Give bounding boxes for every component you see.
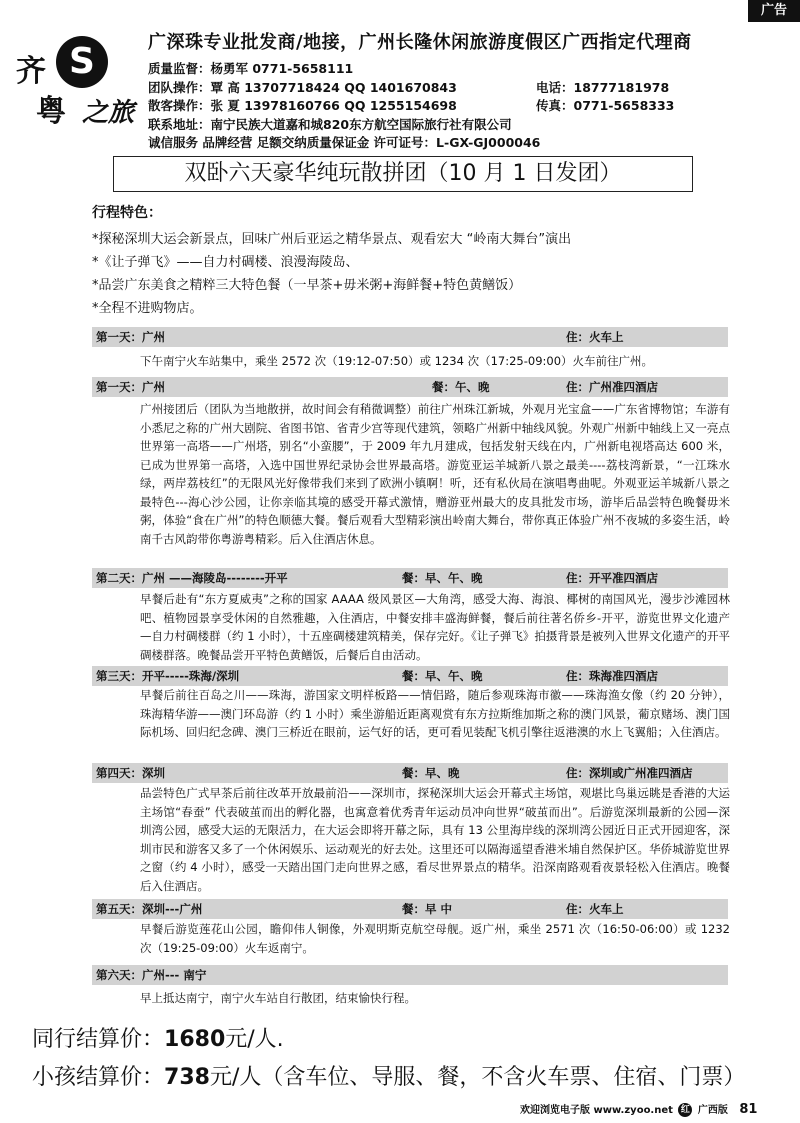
day-meals: 餐：早、晚 xyxy=(402,766,460,780)
day-header xyxy=(92,666,728,686)
features-heading: 行程特色： xyxy=(92,205,162,221)
day-label: 第六天：广州--- 南宁 xyxy=(96,968,207,982)
ad-tag: 广告 xyxy=(748,0,800,22)
team-phone: 电话：18777181978 xyxy=(536,79,670,95)
magazine-icon: 红 xyxy=(678,1103,692,1117)
quality-supervisor: 质量监督：杨勇军 0771-5658111 xyxy=(148,61,354,76)
feature-item: *全程不进购物店。 xyxy=(92,301,203,316)
day-meals: 餐：早、午、晚 xyxy=(402,669,483,683)
peer-price-value: 1680 xyxy=(164,1027,226,1052)
itinerary-features xyxy=(92,202,760,320)
day-stay: 住：广州准四酒店 xyxy=(566,380,658,394)
logo-char-yue: 粤 xyxy=(36,94,66,129)
day-label: 第五天：深圳---广州 xyxy=(96,902,203,916)
team-operator-contact: 团队操作：覃 高 13707718424 QQ 1401670843 xyxy=(148,79,457,95)
child-price-label: 小孩结算价： xyxy=(32,1065,165,1090)
day-meals: 餐：早 中 xyxy=(402,902,453,916)
logo-char-qi: 齐 xyxy=(16,54,46,89)
day-description: 早上抵达南宁，南宁火车站自行散团，结束愉快行程。 xyxy=(140,991,416,1005)
walkin-operator xyxy=(148,97,792,116)
day-meals: 餐：午、晚 xyxy=(432,380,490,394)
peer-price-label: 同行结算价： xyxy=(32,1027,165,1052)
day-description: 品尝特色广式早茶后前往改革开放最前沿——深圳市，探秘深圳大运会开幕式主场馆，观堪比鸟巢远眺是香港的大运主场馆“春蚕” 代表破茧而出的孵化器，也寓意着优秀青年运动员冲向世界“破茧而出”。后游览深圳最新的公园—深圳湾公园，感受大运的无限活力，在大运会即将开幕之际，具有 13 公里海岸线的深圳湾公园近日正式开园迎客，深圳市民和游客又多了一个休闲娱乐、运动观光的好去处。这里还可以隔海遥望香港米埔自然保护区。华侨城游览世界之窗（约 4 小时），感受一天踏出国门走向世界之感，看尽世界景点的精华。沿深南路观看夜景轻松入住酒店。晚餐后入住酒店。 xyxy=(140,786,730,893)
agency-slogan: 诚信服务 品牌经营 足额交纳质量保证金 许可证号：L-GX-GJ000046 xyxy=(148,135,541,150)
day-description: 下午南宁火车站集中，乘坐 2572 次（19:12-07:50）或 1234 次（17:25-09:00）火车前往广州。 xyxy=(140,354,654,368)
day-stay: 住：火车上 xyxy=(566,330,624,344)
day-label: 第一天：广州 xyxy=(96,330,165,344)
day-stay: 住：开平准四酒店 xyxy=(566,571,658,585)
agency-info xyxy=(148,28,792,153)
magazine-edition: 广西版 xyxy=(697,1105,728,1116)
child-price xyxy=(32,1060,745,1091)
walkin-operator-contact: 散客操作：张 夏 13978160766 QQ 1255154698 xyxy=(148,98,457,113)
tour-title: 双卧六天豪华纯玩散拼团（10 月 1 日发团） xyxy=(113,156,693,192)
walkin-fax: 传真：0771-5658333 xyxy=(536,98,675,113)
day-label: 第四天：深圳 xyxy=(96,766,165,780)
team-operator xyxy=(148,79,792,98)
day-header xyxy=(92,899,728,919)
agency-header xyxy=(8,22,792,152)
page-footer xyxy=(520,1101,800,1121)
peer-price-unit: 元/人. xyxy=(225,1027,284,1052)
day-label: 第二天：广州 ——海陵岛--------开平 xyxy=(96,571,288,585)
day-description: 早餐后前往百岛之川——珠海，游国家文明样板路——情侣路，随后参观珠海市徽——珠海渔女像（约 20 分钟），珠海精华游——澳门环岛游（约 1 小时）乘坐游船近距离观赏有东方拉斯维加斯之称的澳门风景，葡京赌场、澳门国际机场、回归纪念碑、澳门三桥近在眼前，运气好的话，更可看见装配飞机引擎往返港澳的水上飞翼船；入住酒店。 xyxy=(140,688,730,739)
agency-address: 联系地址：南宁民族大道嘉和城820东方航空国际旅行社有限公司 xyxy=(148,116,512,132)
feature-item: *探秘深圳大运会新景点，回味广州后亚运之精华景点、观看宏大 “岭南大舞台”演出 xyxy=(92,232,572,247)
agency-logo xyxy=(12,30,140,140)
feature-item: *品尝广东美食之精粹三大特色餐（一早茶+毋米粥+海鲜餐+特色黄鳝饭） xyxy=(92,278,522,293)
day-label: 第三天：开平-----珠海/深圳 xyxy=(96,669,240,683)
page-number: 81 xyxy=(739,1102,758,1117)
child-price-unit: 元/人（含车位、导服、餐，不含火车票、住宿、门票） xyxy=(209,1065,746,1090)
day-label: 第一天：广州 xyxy=(96,380,165,394)
logo-circle-icon: S xyxy=(56,36,108,88)
day-description: 早餐后游览莲花山公园，瞻仰伟人铜像，外观明斯克航空母舰。返广州，乘坐 2571 次（16:50-06:00）或 1232 次（19:25-09:00）火车返南宁。 xyxy=(140,922,730,955)
day-header xyxy=(92,568,728,588)
day-description: 广州接团后（团队为当地散拼，故时间会有稍微调整）前往广州珠江新城，外观月光宝盒——广东省博物馆；车游有小悉尼之称的广州大剧院、省图书馆、省青少宫等现代建筑，领略广州新中轴线风貌。外观广州新中轴线上又一亮点世界第一高塔——广州塔，别名“小蛮腰”，于 2009 年九月建成，包括发射天线在内，广州新电视塔高达 600 米，已成为世界第一高塔，入选中国世界纪录协会世界最高塔。游览亚运羊城新八景之最美----荔枝湾新景，“一江珠水绿，两岸荔枝红”的无限风光好像带我们来到了欧洲小镇啊！听，还有私伙局在演唱粤曲呢。外观亚运羊城新八景之最特色---海心沙公园，让你亲临其境的感受开幕式激情，赠游亚州最大的皮具批发市场，游毕后品尝特色晚餐毋米粥，体验“食在广州”的特色顺德大餐。餐后观看大型精彩演出岭南大舞台，带你真正体验广州不夜城的多姿生活，岭南千古风韵带你粤游粤精彩。后入住酒店休息。 xyxy=(140,402,730,546)
day-header xyxy=(92,965,728,985)
day-header xyxy=(92,377,728,397)
day-stay: 住：深圳或广州准四酒店 xyxy=(566,766,693,780)
logo-char-zhilv: 之旅 xyxy=(82,98,135,128)
day-meals: 餐：早、午、晚 xyxy=(402,571,483,585)
footer-website: 欢迎浏览电子版 www.zyoo.net xyxy=(520,1105,673,1116)
peer-price xyxy=(32,1022,284,1053)
agency-title: 广深珠专业批发商/地接，广州长隆休闲旅游度假区广西指定代理商 xyxy=(148,32,692,53)
feature-item: *《让子弹飞》——自力村碉楼、浪漫海陵岛、 xyxy=(92,255,359,270)
day-header xyxy=(92,327,728,347)
day-stay: 住：火车上 xyxy=(566,902,624,916)
day-description: 早餐后赴有“东方夏威夷”之称的国家 AAAA 级风景区—大角湾，感受大海、海浪、椰树的南国风光，漫步沙滩园林吧、植物园景享受休闲的自然雅趣，入住酒店，中餐安排丰盛海鲜餐，餐后前往著名侨乡-开平，游览世界文化遗产—自力村碉楼群（约 1 小时），十五座碉楼建筑精美，保存完好。《让子弹飞》拍摄背景是被列入世界文化遗产的开平碉楼群落。晚餐品尝开平特色黄鳝饭，后餐后自由活动。 xyxy=(140,592,730,662)
day-header xyxy=(92,763,728,783)
day-stay: 住：珠海准四酒店 xyxy=(566,669,658,683)
child-price-value: 738 xyxy=(164,1065,210,1090)
